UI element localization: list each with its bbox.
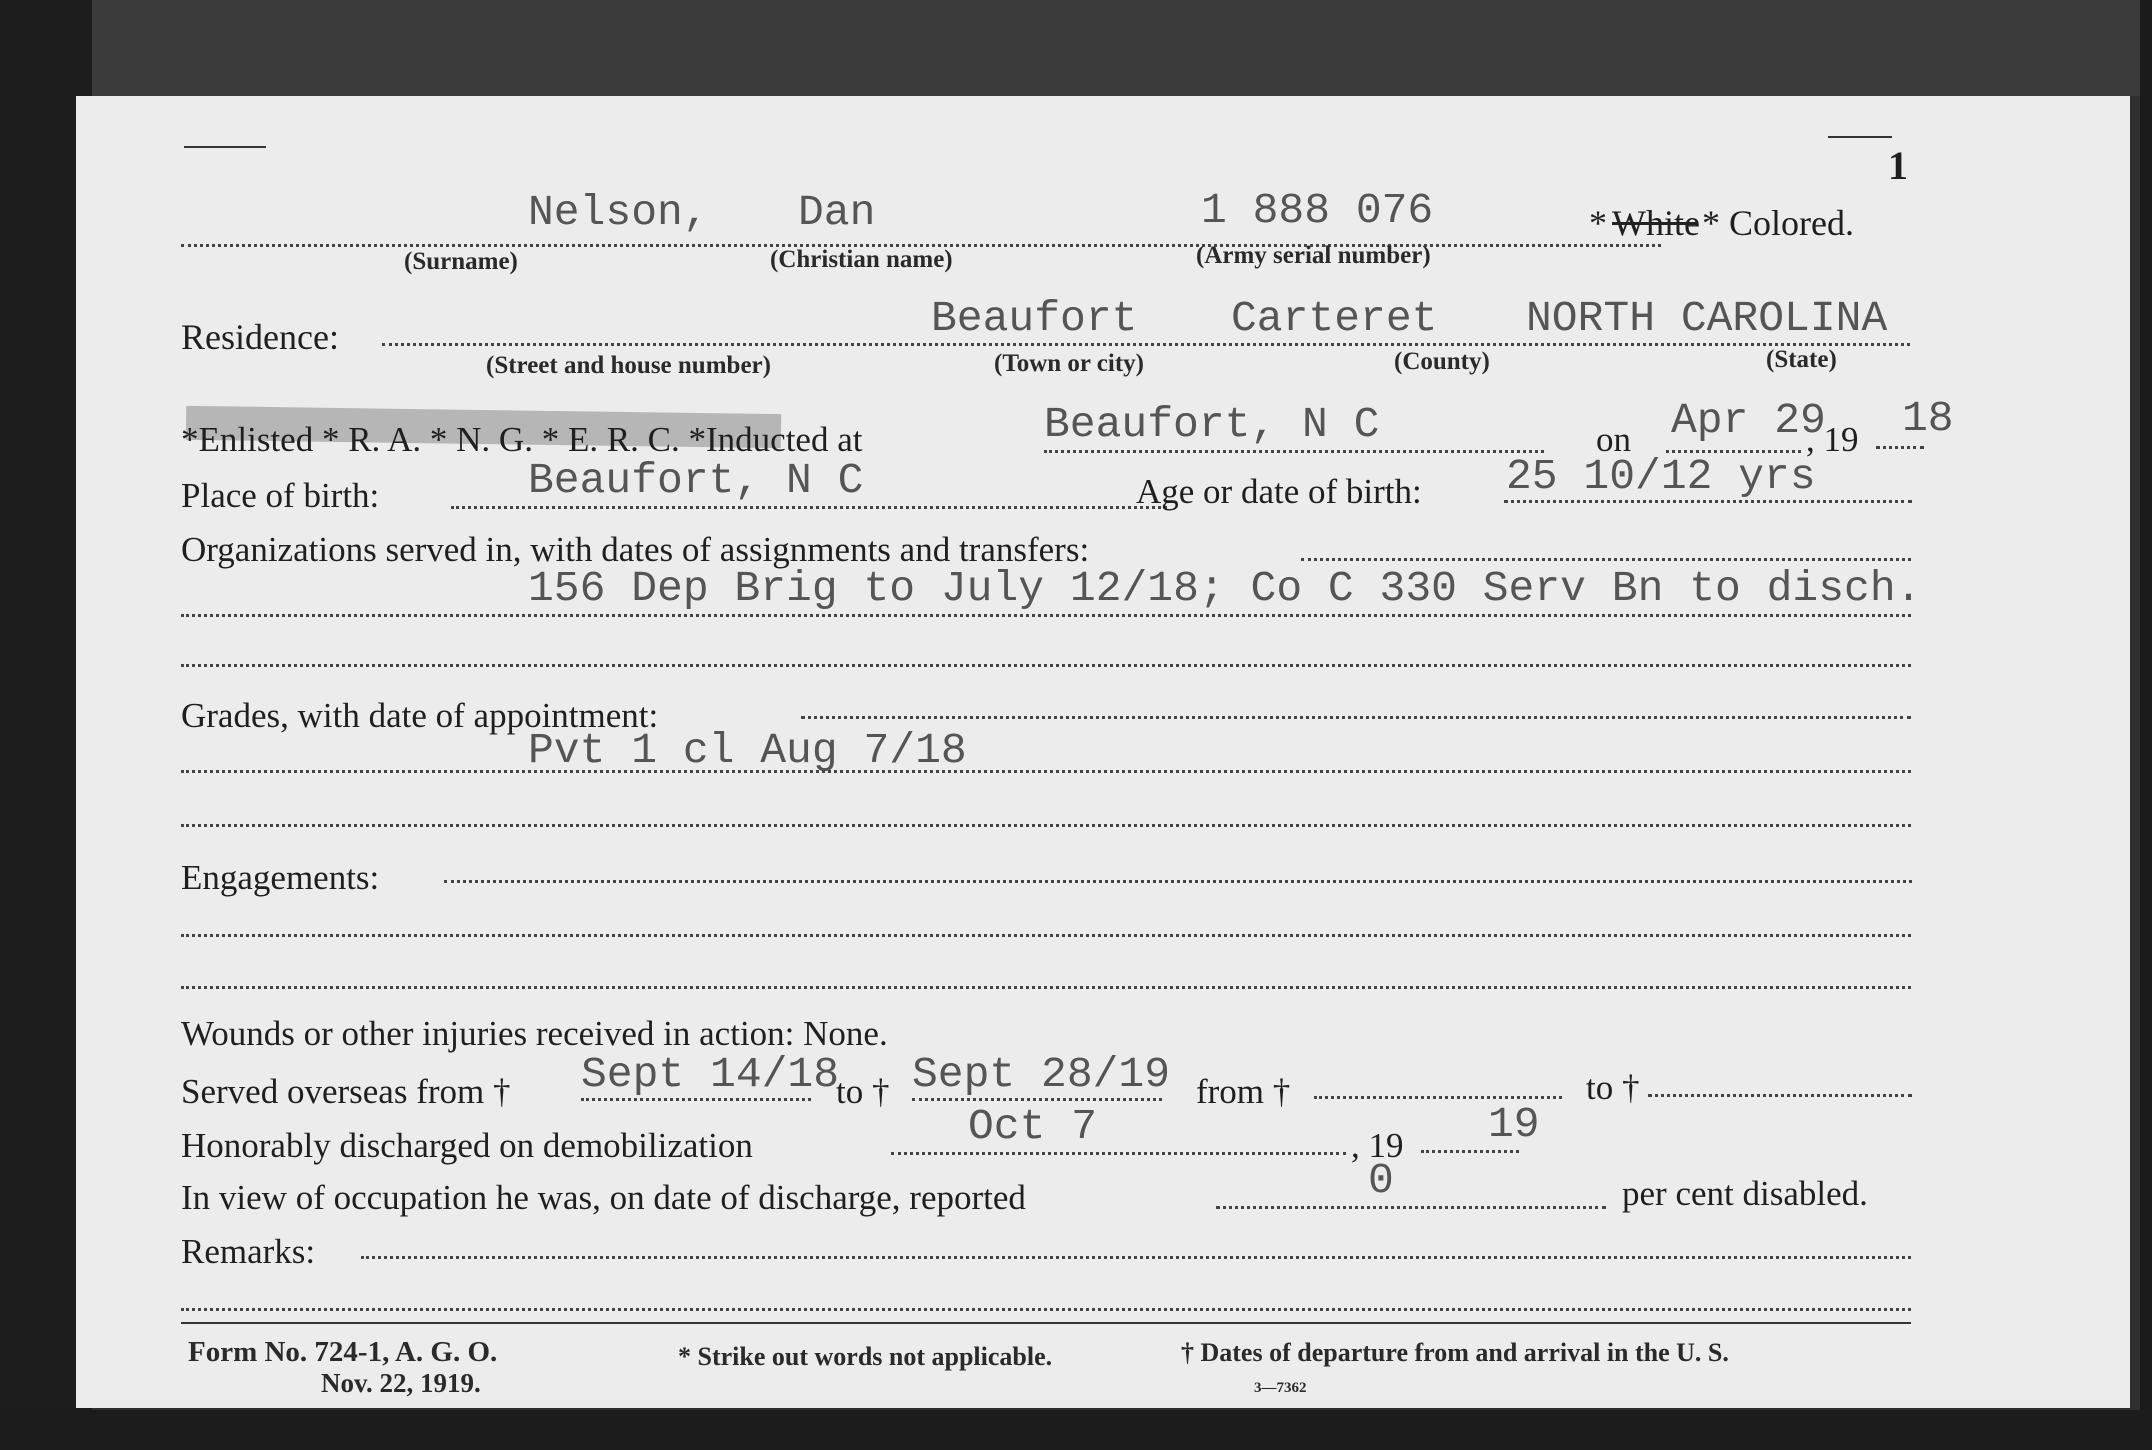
grades-line-3 bbox=[181, 824, 1911, 827]
induction-place-line bbox=[1044, 450, 1544, 453]
organizations-label: Organizations served in, with dates of assignments and transfers: bbox=[181, 530, 1090, 569]
wounds-label: Wounds or other injuries received in action: None. bbox=[181, 1014, 888, 1053]
christian-name-value: Dan bbox=[798, 188, 876, 237]
birth-place-line bbox=[451, 506, 1167, 509]
overseas-label: Served overseas from † bbox=[181, 1072, 511, 1111]
overseas-from2-line bbox=[1314, 1096, 1562, 1099]
disability-value: 0 bbox=[1368, 1156, 1394, 1205]
street-caption: (Street and house number) bbox=[486, 352, 771, 379]
note-strike-out: * Strike out words not applicable. bbox=[678, 1342, 1053, 1371]
residence-label: Residence: bbox=[181, 317, 339, 357]
residence-town: Beaufort bbox=[931, 294, 1138, 343]
organizations-line-2 bbox=[181, 614, 1911, 617]
induction-on-label: on bbox=[1596, 420, 1631, 459]
engagements-line-3 bbox=[181, 986, 1911, 989]
birth-place-label: Place of birth: bbox=[181, 476, 380, 515]
card-number: 1 bbox=[1888, 143, 1908, 188]
remarks-line-2 bbox=[181, 1308, 1911, 1311]
engagements-line-2 bbox=[181, 934, 1911, 937]
induction-year: 18 bbox=[1902, 394, 1954, 443]
induction-year-line bbox=[1876, 446, 1924, 449]
serial-caption: (Army serial number) bbox=[1196, 242, 1431, 269]
top-right-rule bbox=[1828, 136, 1892, 138]
overseas-to2-label: to † bbox=[1586, 1068, 1640, 1107]
scan-background-bottom bbox=[0, 1410, 2152, 1450]
induction-place: Beaufort, N C bbox=[1044, 400, 1380, 449]
age-label: Age or date of birth: bbox=[1136, 472, 1422, 511]
race-prefix: * bbox=[1589, 203, 1607, 243]
engagements-line-1 bbox=[444, 880, 1912, 883]
discharge-year-line bbox=[1421, 1150, 1519, 1153]
grades-value: Pvt 1 cl Aug 7/18 bbox=[528, 726, 967, 775]
birth-place: Beaufort, N C bbox=[528, 456, 864, 505]
surname-value: Nelson, bbox=[528, 188, 709, 237]
form-number: Form No. 724-1, A. G. O. bbox=[188, 1336, 498, 1368]
age-value: 25 10/12 yrs bbox=[1506, 452, 1816, 501]
residence-line bbox=[382, 343, 1910, 346]
discharge-year: 19 bbox=[1488, 1100, 1540, 1149]
discharge-century: , 19 bbox=[1351, 1126, 1404, 1165]
grades-label: Grades, with date of appointment: bbox=[181, 696, 659, 735]
note-dates: † Dates of departure from and arrival in the U. S. bbox=[1181, 1338, 1729, 1367]
residence-county: Carteret bbox=[1231, 294, 1438, 343]
organizations-value: 156 Dep Brig to July 12/18; Co C 330 Serv Bn to disch. bbox=[528, 564, 1922, 613]
overseas-to2-line bbox=[1648, 1094, 1912, 1097]
scan-background-top bbox=[0, 0, 2152, 96]
race-colored: * Colored. bbox=[1702, 203, 1854, 243]
discharge-label: Honorably discharged on demobilization bbox=[181, 1126, 753, 1165]
footer-separator bbox=[181, 1322, 1911, 1324]
race-white-struck: White bbox=[1612, 203, 1700, 243]
organizations-line-3 bbox=[181, 664, 1911, 667]
state-caption: (State) bbox=[1766, 346, 1837, 373]
print-code: 3—7362 bbox=[1254, 1380, 1307, 1396]
grades-line-2 bbox=[181, 770, 1911, 773]
discharge-date: Oct 7 bbox=[968, 1102, 1098, 1151]
top-left-rule bbox=[184, 146, 266, 148]
scan-background-right bbox=[2140, 0, 2152, 1450]
induction-label: *Enlisted * R. A. * N. G. * E. R. C. *Inducted at bbox=[181, 420, 863, 459]
grades-line-1 bbox=[801, 716, 1911, 719]
county-caption: (County) bbox=[1394, 348, 1490, 375]
residence-state: NORTH CAROLINA bbox=[1526, 294, 1888, 343]
disability-suffix: per cent disabled. bbox=[1622, 1174, 1868, 1213]
discharge-date-line bbox=[891, 1152, 1346, 1155]
christian-name-caption: (Christian name) bbox=[770, 246, 953, 273]
disability-line bbox=[1216, 1206, 1606, 1209]
engagements-label: Engagements: bbox=[181, 858, 380, 897]
overseas-from-label: from † bbox=[1196, 1072, 1291, 1111]
town-caption: (Town or city) bbox=[994, 350, 1144, 377]
serial-number-value: 1 888 076 bbox=[1201, 186, 1434, 235]
surname-caption: (Surname) bbox=[404, 248, 518, 275]
remarks-label: Remarks: bbox=[181, 1232, 316, 1271]
overseas-to1: Sept 28/19 bbox=[912, 1050, 1171, 1099]
remarks-line-1 bbox=[361, 1256, 1911, 1259]
form-date: Nov. 22, 1919. bbox=[321, 1368, 481, 1398]
overseas-to-label: to † bbox=[836, 1072, 890, 1111]
induction-date: Apr 29 bbox=[1671, 396, 1826, 445]
race-white-strikeout bbox=[1612, 222, 1696, 225]
service-record-card bbox=[76, 96, 2130, 1408]
overseas-from1: Sept 14/18 bbox=[581, 1050, 840, 1099]
induction-century: , 19 bbox=[1806, 420, 1859, 459]
disability-label: In view of occupation he was, on date of discharge, reported bbox=[181, 1178, 1026, 1217]
organizations-line-1 bbox=[1301, 558, 1911, 561]
